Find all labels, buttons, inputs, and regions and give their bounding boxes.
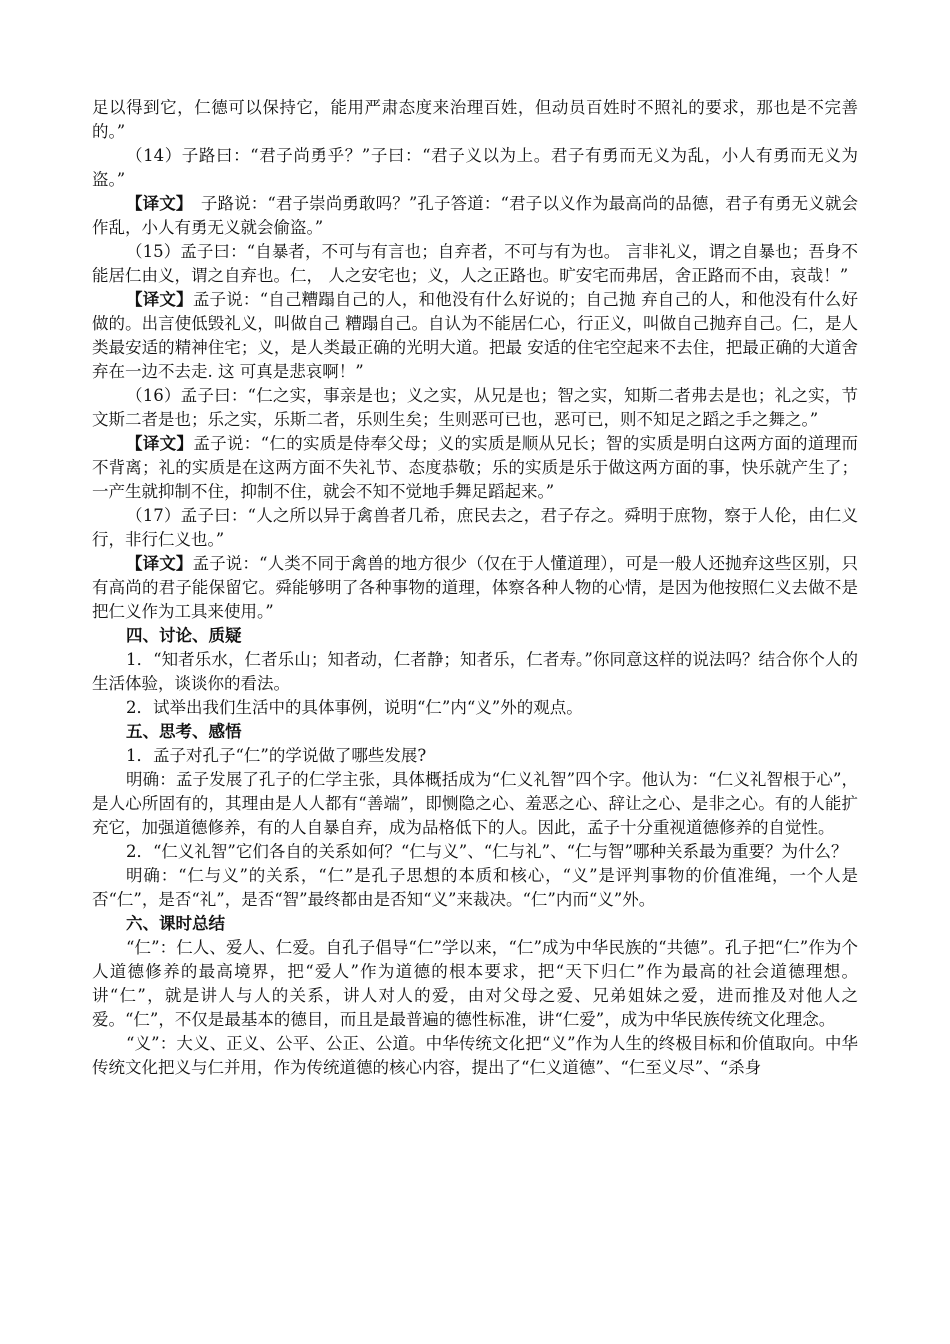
paragraph-translation-17 (92, 552, 858, 624)
paragraph-question-1: 1．“知者乐水，仁者乐山；知者动，仁者静；知者乐，仁者寿。”你同意这样的说法吗？结合你个人的生活体验，谈谈你的看法。 (92, 650, 858, 693)
paragraph-translation-15 (92, 288, 858, 384)
translation-tag: 【译文】 (126, 554, 193, 573)
paragraph-summary-yi: “义”：大义、正义、公平、公正、公道。中华传统文化把“义”作为人生的终极目标和价值取向。中华传统文化把义与仁并用，作为传统道德的核心内容，提出了“仁义道德”、“仁至义尽”、“杀身 (92, 1034, 858, 1077)
paragraph-item-14: （14）子路曰：“君子尚勇乎？”子曰：“君子义以为上。君子有勇而无义为乱，小人有勇而无义为盗。” (92, 146, 858, 189)
paragraph-item-15: （15）孟子曰：“自暴者，不可与有言也；自弃者，不可与有为也。 言非礼义，谓之自暴也；吾身不能居仁由义，谓之自弃也。仁， 人之安宅也；义，人之正路也。旷安宅而弗居，舍正路而不由，哀哉！” (92, 242, 858, 285)
section-heading-summary: 六、课时总结 (126, 914, 225, 933)
translation-text: 子路说：“君子崇尚勇敢吗？”孔子答道：“君子以义作为最高尚的品德，君子有勇无义就会作乱，小人有勇无义就会偷盗。” (92, 194, 858, 237)
paragraph-item-16: （16）孟子曰：“仁之实，事亲是也；义之实，从兄是也；智之实，知斯二者弗去是也；礼之实，节文斯二者是也；乐之实，乐斯二者，乐则生矣；生则恶可已也，恶可已，则不知足之蹈之手之舞之。” (92, 386, 858, 429)
paragraph-translation-end: 足以得到它，仁德可以保持它，能用严肃态度来治理百姓，但动员百姓时不照礼的要求，那也是不完善的。” (92, 98, 858, 141)
paragraph-item-17: （17）孟子曰：“人之所以异于禽兽者几希，庶民去之，君子存之。舜明于庶物，察于人伦，由仁义行，非行仁义也。” (92, 506, 858, 549)
translation-text: 孟子说：“人类不同于禽兽的地方很少（仅在于人懂道理），可是一般人还抛弃这些区别，只有高尚的君子能保留它。舜能够明了各种事物的道理，体察各种人物的心情，是因为他按照仁义去做不是把仁义作为工具来使用。” (92, 554, 859, 621)
translation-tag: 【译文】 (126, 290, 193, 309)
translation-text: 孟子说：“自己糟蹋自己的人，和他没有什么好说的；自己抛 弃自己的人，和他没有什么好做的。出言使低毁礼义，叫做自己 糟蹋自己。自认为不能居仁心，行正义，叫做自己抛弃自己。仁，是人类最安适的精神住宅；义，是人类最正确的光明大道。把最 安适的住宅空起来不去住，把最正确的大道舍弃在一边不去走. 这 可真是悲哀啊！” (92, 290, 859, 381)
paragraph-summary-ren: “仁”：仁人、爱人、仁爱。自孔子倡导“仁”学以来，“仁”成为中华民族的“共德”。孔子把“仁”作为个人道德修养的最高境界，把“爱人”作为道德的根本要求，把“天下归仁”作为最高的社会道德理想。讲“仁”，就是讲人与人的关系，讲人对人的爱，由对父母之爱、兄弟姐妹之爱，进而推及对他人之爱。“仁”，不仅是最基本的德目，而且是最普遍的德性标准，讲“仁爱”，成为中华民族传统文化理念。 (92, 938, 858, 1029)
paragraph-reflection-q2: 2．“仁义礼智”它们各自的关系如何？“仁与义”、“仁与礼”、“仁与智”哪种关系最为重要？为什么？ (126, 842, 848, 861)
paragraph-translation-14 (92, 192, 858, 240)
translation-tag: 【译文】 (126, 194, 185, 213)
section-heading-discussion: 四、讨论、质疑 (126, 626, 242, 645)
paragraph-reflection-a1: 明确：孟子发展了孔子的仁学主张，具体概括成为“仁义礼智”四个字。他认为：“仁义礼智根于心”，是人心所固有的，其理由是人人都有“善端”，即恻隐之心、羞恶之心、辞让之心、是非之心。有的人能扩充它，加强道德修养，有的人自暴自弃，成为品格低下的人。因此，孟子十分重视道德修养的自觉性。 (92, 770, 858, 837)
translation-tag: 【译文】 (126, 434, 194, 453)
section-heading-reflection: 五、思考、感悟 (126, 722, 242, 741)
paragraph-question-2: 2．试举出我们生活中的具体事例，说明“仁”内“义”外的观点。 (126, 698, 583, 717)
translation-text: 孟子说：“仁的实质是侍奉父母；义的实质是顺从兄长；智的实质是明白这两方面的道理而不背离；礼的实质是在这两方面不失礼节、态度恭敬；乐的实质是乐于做这两方面的事，快乐就产生了；一产生就抑制不住，抑制不住，就会不知不觉地手舞足蹈起来。” (92, 434, 859, 501)
paragraph-reflection-q1: 1．孟子对孔子“仁”的学说做了哪些发展? (126, 746, 427, 765)
paragraph-translation-16 (92, 432, 858, 504)
paragraph-reflection-a2: 明确：“仁与义”的关系，“仁”是孔子思想的本质和核心，“义”是评判事物的价值准绳，一个人是否“仁”，是否“礼”，是否“智”最终都由是否知“义”来裁决。“仁”内而“义”外。 (92, 866, 858, 909)
